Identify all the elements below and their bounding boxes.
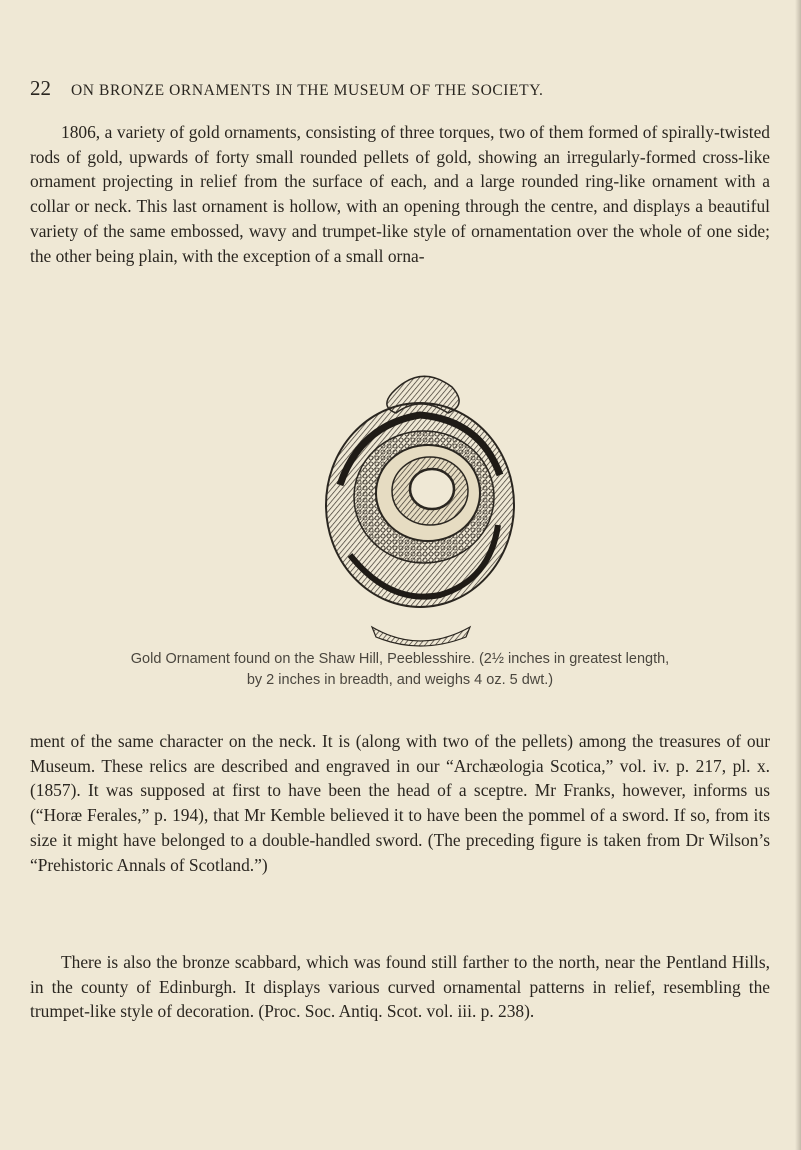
page-edge-shadow [795, 0, 801, 1150]
caption-line-1: Gold Ornament found on the Shaw Hill, Peeblesshire. (2½ inches in greatest length, [130, 651, 670, 667]
caption-line-2: by 2 inches in breadth, and weighs 4 oz. 5 dwt.) [246, 672, 554, 688]
running-title: ON BRONZE ORNAMENTS IN THE MUSEUM OF THE SOCIETY. [71, 82, 544, 99]
gold-ornament-illustration [320, 365, 520, 650]
paragraph-2: ment of the same character on the neck. It is (along with two of the pellets) among the treasures of our Museum. These relics are described and engraved in our “Archæologia Scotica,” vol. iv. p. 217, pl. x. (1857). It was supposed at first to have been the head of a sceptre. Mr Franks, however, informs us (“Horæ Ferales,” p. 194), that Mr Kemble believed it to have been the pommel of a sword. If so, from its size it might have belonged to a double-handled sword. (The preceding figure is taken from Dr Wilson’s “Prehistoric Annals of Scotland.”) [30, 731, 770, 875]
figure-caption [30, 649, 770, 691]
page-number: 22 [30, 76, 51, 100]
paragraph-3: There is also the bronze scabbard, which was found still farther to the north, near the Pentland Hills, in the county of Edinburgh. It displays various curved ornamental patterns in relief, resembling the trumpet-like style of decoration. (Proc. Soc. Antiq. Scot. vol. iii. p. 238). [30, 952, 770, 1022]
running-header [30, 76, 770, 101]
paragraph-1: 1806, a variety of gold ornaments, consisting of three torques, two of them formed of spirally-twisted rods of gold, upwards of forty small rounded pellets of gold, showing an irregularly-formed cross-like ornament projecting in relief from the surface of each, and a large rounded ring-like ornament with a collar or neck. This last ornament is hollow, with an opening through the centre, and displays a beautiful variety of the same embossed, wavy and trumpet-like style of ornamentation over the whole of one side; the other being plain, with the exception of a small orna- [30, 122, 770, 266]
